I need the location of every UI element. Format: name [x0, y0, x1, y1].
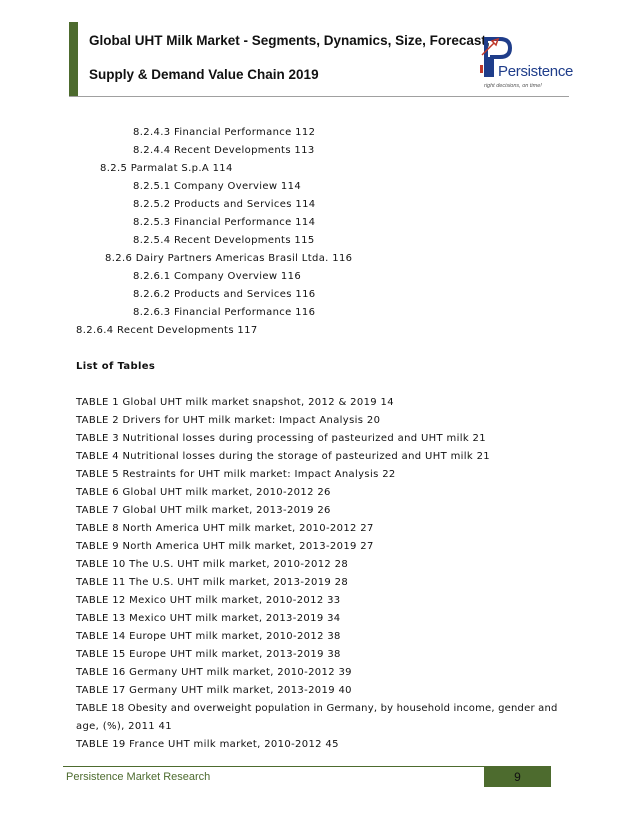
table-entry: TABLE 2 Drivers for UHT milk market: Impact Analysis 20	[76, 415, 381, 426]
header-title-line-1: Global UHT Milk Market - Segments, Dynamics, Size, Forecast,	[89, 33, 490, 48]
persistence-logo	[478, 35, 574, 90]
table-entry: TABLE 6 Global UHT milk market, 2010-2012 26	[76, 487, 331, 498]
table-entry-continuation: age, (%), 2011 41	[76, 721, 172, 732]
page-number: 9	[514, 770, 521, 784]
footer-company: Persistence Market Research	[66, 771, 211, 783]
table-entry: TABLE 15 Europe UHT milk market, 2013-2019 38	[76, 649, 341, 660]
toc-entry: 8.2.5.4 Recent Developments 115	[133, 235, 315, 246]
page-number-box	[484, 767, 551, 787]
table-entry: TABLE 16 Germany UHT milk market, 2010-2012 39	[76, 667, 352, 678]
table-entry: TABLE 19 France UHT milk market, 2010-2012 45	[76, 739, 339, 750]
header-divider	[69, 96, 569, 97]
table-entry: TABLE 18 Obesity and overweight population in Germany, by household income, gender and	[76, 703, 558, 714]
toc-entry: 8.2.6.1 Company Overview 116	[133, 271, 302, 282]
table-entry: TABLE 17 Germany UHT milk market, 2013-2019 40	[76, 685, 352, 696]
table-entry: TABLE 12 Mexico UHT milk market, 2010-2012 33	[76, 595, 341, 606]
table-entry: TABLE 10 The U.S. UHT milk market, 2010-2012 28	[76, 559, 349, 570]
table-entry: TABLE 8 North America UHT milk market, 2010-2012 27	[76, 523, 374, 534]
toc-entry: 8.2.5.1 Company Overview 114	[133, 181, 302, 192]
toc-entry: 8.2.4.3 Financial Performance 112	[133, 127, 316, 138]
table-entry: TABLE 9 North America UHT milk market, 2013-2019 27	[76, 541, 374, 552]
table-entry: TABLE 14 Europe UHT milk market, 2010-2012 38	[76, 631, 341, 642]
toc-entry: 8.2.6.2 Products and Services 116	[133, 289, 316, 300]
header-accent-bar	[69, 22, 78, 96]
toc-entry: 8.2.6.3 Financial Performance 116	[133, 307, 316, 318]
page-footer	[63, 766, 551, 788]
toc-entry: 8.2.5 Parmalat S.p.A 114	[100, 163, 233, 174]
toc-entry: 8.2.5.3 Financial Performance 114	[133, 217, 316, 228]
table-entry: TABLE 5 Restraints for UHT milk market: Impact Analysis 22	[76, 469, 396, 480]
toc-entry: 8.2.5.2 Products and Services 114	[133, 199, 316, 210]
table-entry: TABLE 1 Global UHT milk market snapshot, 2012 & 2019 14	[76, 397, 394, 408]
logo-wordmark: Persistence	[498, 63, 574, 80]
toc-entry: 8.2.6 Dairy Partners Americas Brasil Ltda. 116	[105, 253, 353, 264]
table-entry: TABLE 3 Nutritional losses during processing of pasteurized and UHT milk 21	[76, 433, 486, 444]
toc-entry: 8.2.6.4 Recent Developments 117	[76, 325, 258, 336]
toc-entry: 8.2.4.4 Recent Developments 113	[133, 145, 315, 156]
logo-tagline: right decisions, on time!	[484, 83, 542, 89]
table-entry: TABLE 4 Nutritional losses during the storage of pasteurized and UHT milk 21	[76, 451, 491, 462]
list-of-tables-heading: List of Tables	[76, 361, 156, 372]
footer-divider	[63, 766, 551, 767]
table-entry: TABLE 11 The U.S. UHT milk market, 2013-2019 28	[76, 577, 349, 588]
table-entry: TABLE 7 Global UHT milk market, 2013-2019 26	[76, 505, 331, 516]
header-title-line-2: Supply & Demand Value Chain 2019	[89, 67, 319, 82]
table-entry: TABLE 13 Mexico UHT milk market, 2013-2019 34	[76, 613, 341, 624]
